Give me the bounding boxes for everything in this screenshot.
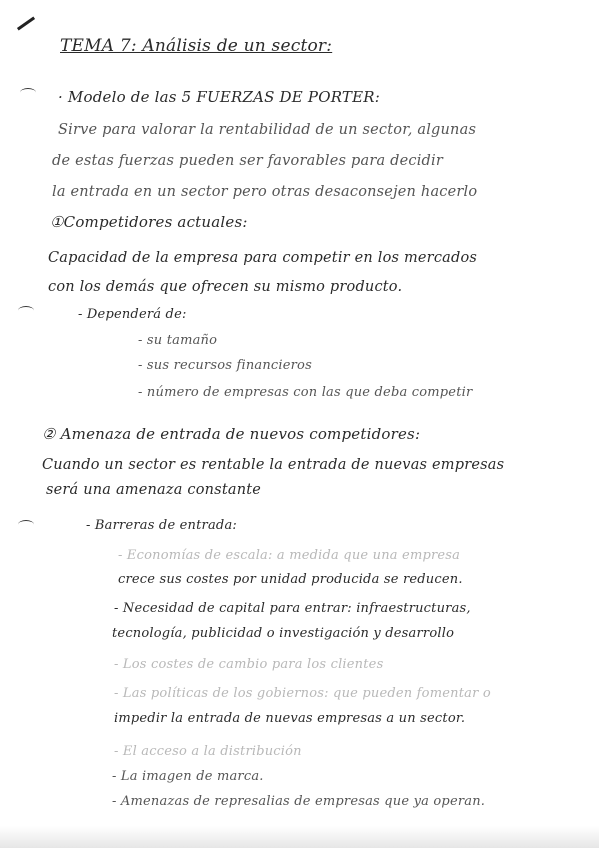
barrier-item: - El acceso a la distribución [114, 744, 302, 759]
barrier-item: - Amenazas de represalias de empresas que ya operan. [112, 794, 486, 809]
barrier-item: - Economías de escala: a medida que una empresa [118, 548, 461, 563]
section1-body-line: Capacidad de la empresa para competir en los mercados [48, 250, 478, 266]
dependency-label: - Dependerá de: [78, 307, 187, 322]
section2-body-line: será una amenaza constante [46, 482, 262, 498]
barrier-item: - Necesidad de capital para entrar: infraestructuras, [114, 601, 471, 616]
barrier-item: - La imagen de marca. [112, 769, 264, 784]
barriers-label: - Barreras de entrada: [86, 518, 237, 533]
margin-tick-icon [20, 88, 36, 97]
barrier-item-continued: tecnología, publicidad o investigación y desarrollo [112, 626, 455, 641]
barrier-item: - Las políticas de los gobiernos: que pueden fomentar o [114, 686, 491, 701]
intro-line: la entrada en un sector pero otras desaconsejen hacerlo [52, 184, 478, 200]
intro-line: de estas fuerzas pueden ser favorables para decidir [52, 153, 443, 169]
section2-heading: ② Amenaza de entrada de nuevos competidores: [42, 425, 421, 443]
barrier-item-continued: crece sus costes por unidad producida se reducen. [118, 572, 463, 587]
dependency-item: - su tamaño [138, 333, 218, 348]
margin-tick-icon [18, 520, 34, 529]
pen-stroke-icon [17, 17, 35, 31]
margin-tick-icon [18, 306, 34, 315]
dependency-item: - número de empresas con las que deba competir [138, 385, 473, 400]
barrier-item-continued: impedir la entrada de nuevas empresas a un sector. [114, 711, 466, 726]
scan-bottom-edge [0, 826, 599, 848]
section1-heading: ①Competidores actuales: [50, 213, 248, 231]
section2-body-line: Cuando un sector es rentable la entrada de nuevas empresas [42, 457, 505, 473]
section1-body-line: con los demás que ofrecen su mismo producto. [48, 279, 403, 295]
barrier-item: - Los costes de cambio para los clientes [114, 657, 384, 672]
page-title: TEMA 7: Análisis de un sector: [60, 36, 333, 56]
section-model-heading: · Modelo de las 5 FUERZAS DE PORTER: [58, 88, 381, 106]
intro-line: Sirve para valorar la rentabilidad de un sector, algunas [58, 122, 477, 138]
dependency-item: - sus recursos financieros [138, 358, 312, 373]
